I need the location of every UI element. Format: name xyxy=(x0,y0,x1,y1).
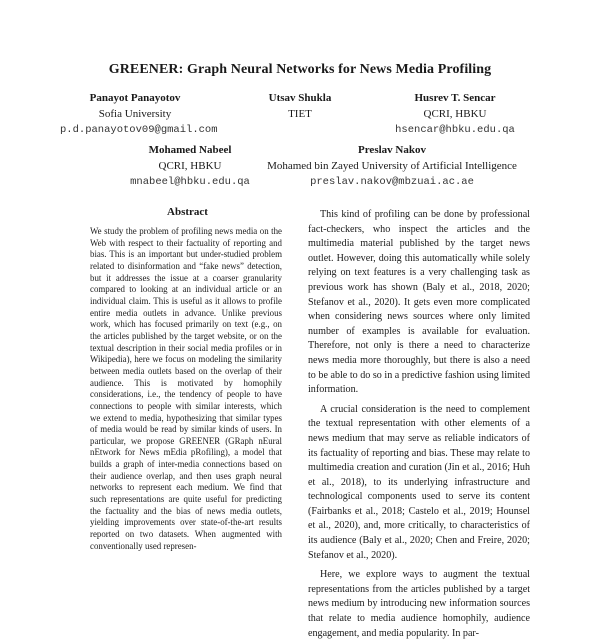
author-name: Utsav Shukla xyxy=(268,92,332,104)
abstract-text: We study the problem of profiling news media on the Web with respect to their factuality of reporting and bias. This is an important but under-studied problem related to disinformation and “fake news” detection, but it addresses the issue at a coarser granularity compared to looking at an individual article or an individual claim. This is useful as it allows to profile entire media outlets in advance. Unlike previous work, which has focused primarily on text (e.g., on the articles published by the target website, or on the textual description in their social media profiles or in Wikipedia), here we focus on modeling the similarity between media outlets based on the overlap of their audience. This is motivated by homophily considerations, i.e., the tendency of people to have connections to people with similar interests, which we extend to media, hypothesizing that similar types of media would be read by similar kinds of users. In particular, we propose GREENER (GRaph nEural nEtwork for News mEdia pRofiling), a model that builds a graph of inter-media connections based on their audience overlap, and then uses graph neural networks to represent each medium. We find that such representations are quite useful for predicting the factuality and the bias of news media outlets, yielding improvements over state-of-the-art results reported on two datasets. When augmented with conventionally used represen- xyxy=(90,226,282,551)
author-affiliation: Mohamed bin Zayed University of Artificial Intelligence xyxy=(267,160,517,172)
body-column xyxy=(308,208,530,641)
author-block xyxy=(120,142,260,190)
author-affiliation: QCRI, HBKU xyxy=(423,108,487,120)
body-paragraph: This kind of profiling can be done by professional fact-checkers, who inspect the articles and the multimedia material published by the target news outlet. However, doing this automatically while solely relying on text features is a very challenging task as previous work has shown (Baly et al., 2018, 2020; Stefanov et al., 2020). It gets even more complicated when considering news sources where only limited number of examples is available for evaluation. Therefore, not only is there a need to characterize news media more thoroughly, but there is also a need to be able to do so in a predictive fashion using limited information. xyxy=(308,209,530,396)
author-name: Mohamed Nabeel xyxy=(148,144,232,156)
author-name: Panayot Panayotov xyxy=(89,92,181,104)
author-affiliation: TIET xyxy=(288,108,312,120)
author-email: mnabeel@hbku.edu.qa xyxy=(130,176,250,188)
author-block xyxy=(240,90,360,122)
author-block xyxy=(370,90,540,138)
author-affiliation: Sofia University xyxy=(98,108,172,120)
author-name: Husrev T. Sencar xyxy=(414,92,496,104)
abstract-heading: Abstract xyxy=(167,206,208,218)
author-affiliation: QCRI, HBKU xyxy=(158,160,222,172)
paper-title: GREENER: Graph Neural Networks for News Media Profiling xyxy=(108,62,492,77)
author-email: hsencar@hbku.edu.qa xyxy=(395,124,515,136)
author-block xyxy=(262,142,522,190)
body-paragraph: A crucial consideration is the need to complement the textual representation with other elements of a news medium that may serve as reliable indicators of its factuality of reporting and bias. These may relate to multimedia creation and curation (Jin et al., 2016; Huh et al., 2018), to its underlying infrastructure and technological components used to serve its content (Fairbanks et al., 2018; Castelo et al., 2019; Hounsel et al., 2020), and, more critically, to characteristics of its audience (Baly et al., 2020; Chen and Freire, 2020; Stefanov et al., 2020). xyxy=(308,403,530,561)
author-block xyxy=(60,90,218,138)
body-paragraph: Here, we explore ways to augment the textual representations from the articles published by a target news medium by introducing new information sources that relate to media audience homophily, audience engagement, and media popularity. In par- xyxy=(308,569,530,639)
author-email: preslav.nakov@mbzuai.ac.ae xyxy=(310,176,474,188)
author-name: Preslav Nakov xyxy=(358,144,426,156)
author-email: p.d.panayotov09@gmail.com xyxy=(60,124,218,136)
